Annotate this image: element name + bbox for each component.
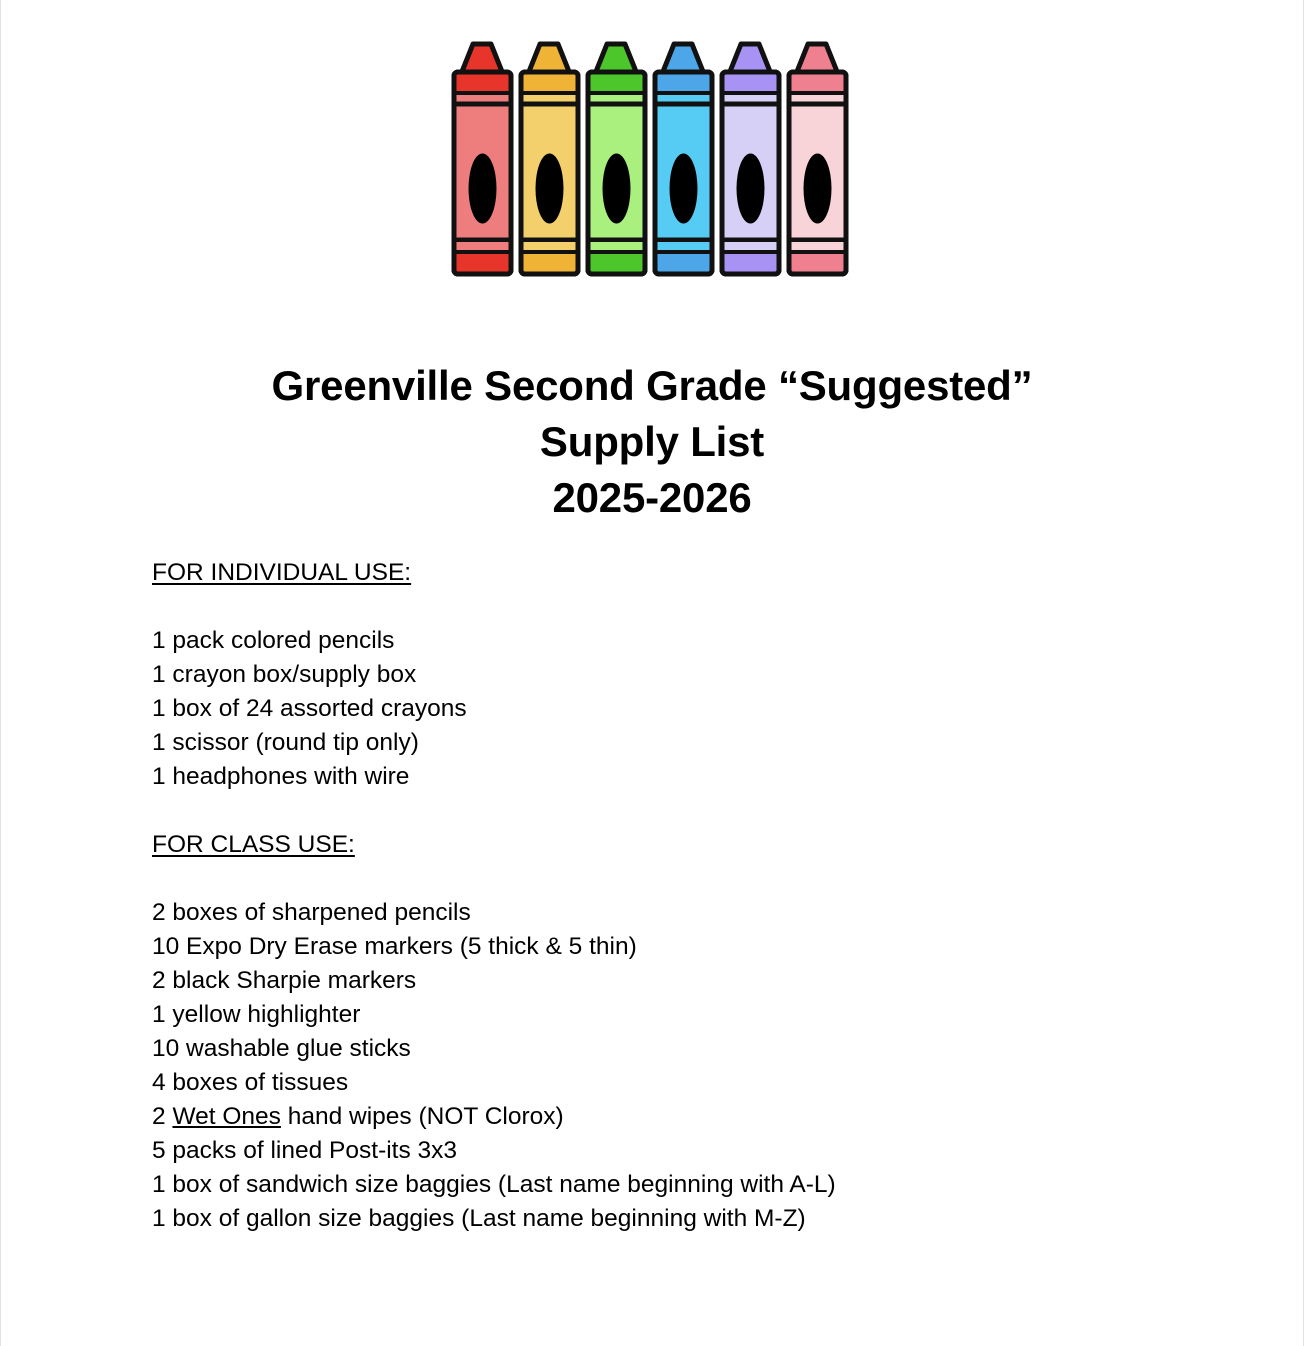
blue-crayon — [650, 40, 717, 280]
title-line-3: 2025-2026 — [552, 474, 752, 521]
individual-use-list — [152, 624, 1212, 794]
supply-list-item: 2 black Sharpie markers — [152, 967, 417, 994]
yellow-crayon — [516, 40, 583, 280]
section-spacer — [152, 794, 1212, 828]
purple-crayon — [717, 40, 784, 280]
supply-list-item: 1 box of 24 assorted crayons — [152, 695, 467, 722]
class-use-list — [152, 896, 1212, 1236]
pink-crayon — [784, 40, 851, 280]
supply-list-item: 1 yellow highlighter — [152, 1001, 361, 1028]
supply-list-item: 10 Expo Dry Erase markers (5 thick & 5 thin) — [152, 933, 637, 960]
crayon-row — [449, 40, 859, 280]
supply-list-item: 5 packs of lined Post-its 3x3 — [152, 1137, 458, 1164]
page-title — [0, 358, 1304, 526]
crayons-illustration — [449, 40, 859, 280]
page-edge-left — [0, 0, 1, 1346]
supply-list-item: 1 scissor (round tip only) — [152, 729, 419, 756]
supply-list-item: 2 boxes of sharpened pencils — [152, 899, 471, 926]
red-crayon — [449, 40, 516, 280]
supply-list-item: 4 boxes of tissues — [152, 1069, 349, 1096]
section-individual-use — [152, 556, 1212, 794]
title-line-1: Greenville Second Grade “Suggested” — [271, 362, 1033, 409]
title-line-2: Supply List — [539, 418, 765, 465]
heading-spacer — [152, 862, 1212, 896]
section-heading-individual-use: FOR INDIVIDUAL USE: — [152, 559, 412, 586]
brand-emphasis-wet-ones: Wet Ones — [172, 1103, 281, 1130]
section-class-use — [152, 828, 1212, 1236]
supply-list-item: 1 pack colored pencils — [152, 627, 395, 654]
green-crayon — [583, 40, 650, 280]
section-heading-class-use: FOR CLASS USE: — [152, 831, 355, 858]
supply-list-item: 1 headphones with wire — [152, 763, 410, 790]
heading-spacer — [152, 590, 1212, 624]
supply-list-body — [152, 556, 1212, 1236]
supply-list-item: 2 Wet Ones hand wipes (NOT Clorox) — [152, 1103, 564, 1130]
supply-list-item: 1 box of gallon size baggies (Last name beginning with M-Z) — [152, 1205, 806, 1232]
supply-list-item: 1 box of sandwich size baggies (Last name beginning with A-L) — [152, 1171, 836, 1198]
supply-list-item: 10 washable glue sticks — [152, 1035, 411, 1062]
supply-list-item: 1 crayon box/supply box — [152, 661, 417, 688]
